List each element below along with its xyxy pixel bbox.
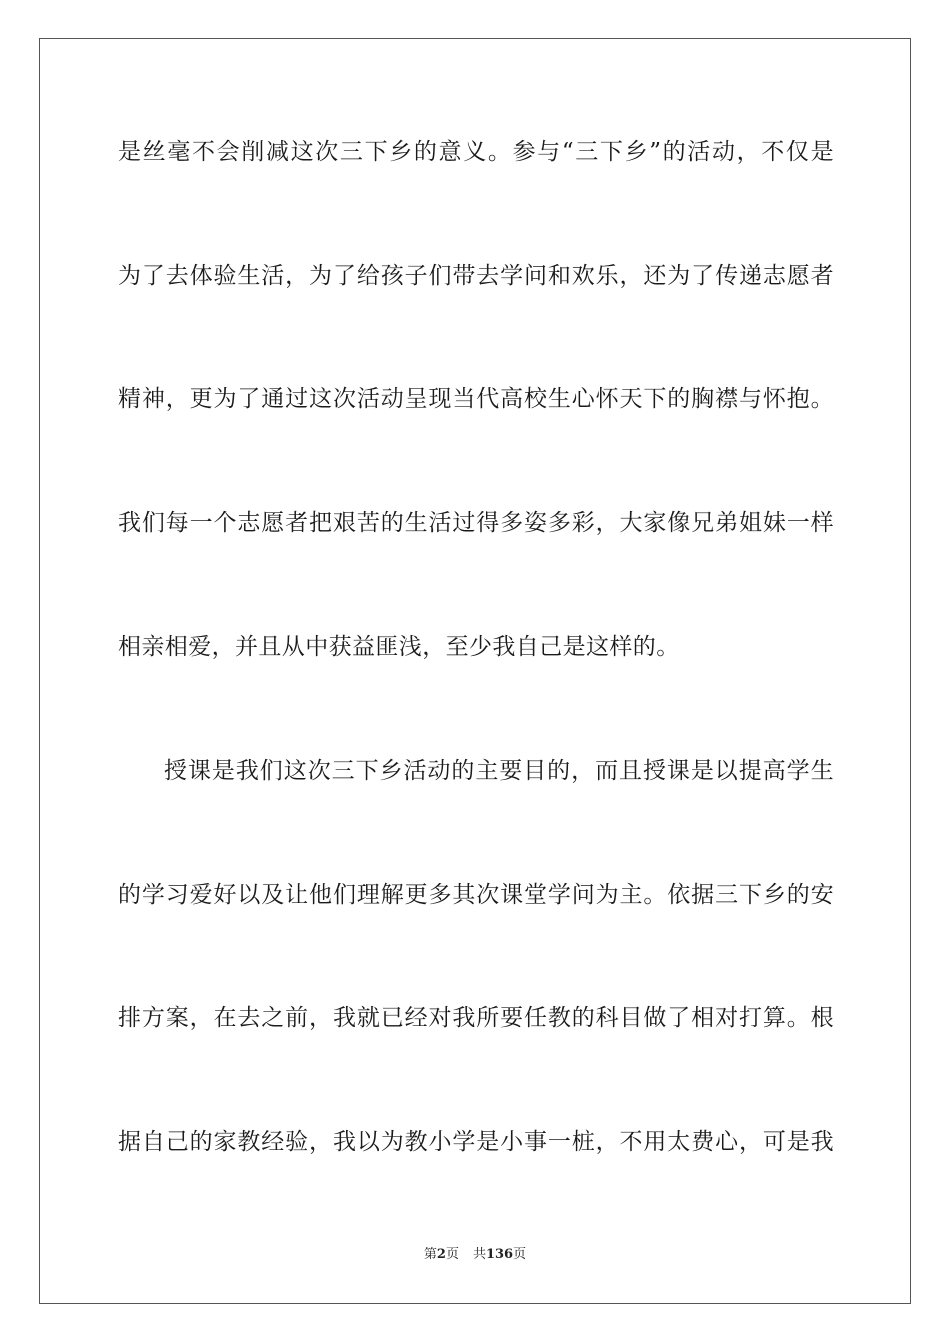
- page-border: [39, 38, 911, 1304]
- total-pages: 136: [485, 1247, 514, 1262]
- page-number: 2: [436, 1247, 446, 1262]
- total-prefix: 共: [472, 1247, 486, 1262]
- body-line-1: 是丝毫不会削减这次三下乡的意义。参与“三下乡”的活动，不仅是: [118, 139, 834, 165]
- total-suffix: 页: [513, 1247, 527, 1262]
- page-suffix: 页: [445, 1247, 459, 1262]
- body-line-6: 授课是我们这次三下乡活动的主要目的，而且授课是以提高学生: [164, 758, 834, 784]
- page-footer: [0, 1246, 950, 1264]
- body-line-2: 为了去体验生活，为了给孩子们带去学问和欢乐，还为了传递志愿者: [118, 263, 834, 289]
- page-prefix: 第: [423, 1247, 437, 1262]
- body-line-9: 据自己的家教经验，我以为教小学是小事一桩，不用太费心，可是我: [118, 1129, 834, 1155]
- body-line-7: 的学习爱好以及让他们理解更多其次课堂学问为主。依据三下乡的安: [118, 882, 834, 908]
- body-line-5: 相亲相爱，并且从中获益匪浅，至少我自己是这样的。: [118, 634, 680, 660]
- body-line-8: 排方案，在去之前，我就已经对我所要任教的科目做了相对打算。根: [118, 1005, 834, 1031]
- body-line-4: 我们每一个志愿者把艰苦的生活过得多姿多彩，大家像兄弟姐妹一样: [118, 510, 834, 536]
- body-line-3: 精神，更为了通过这次活动呈现当代高校生心怀天下的胸襟与怀抱。: [118, 386, 834, 412]
